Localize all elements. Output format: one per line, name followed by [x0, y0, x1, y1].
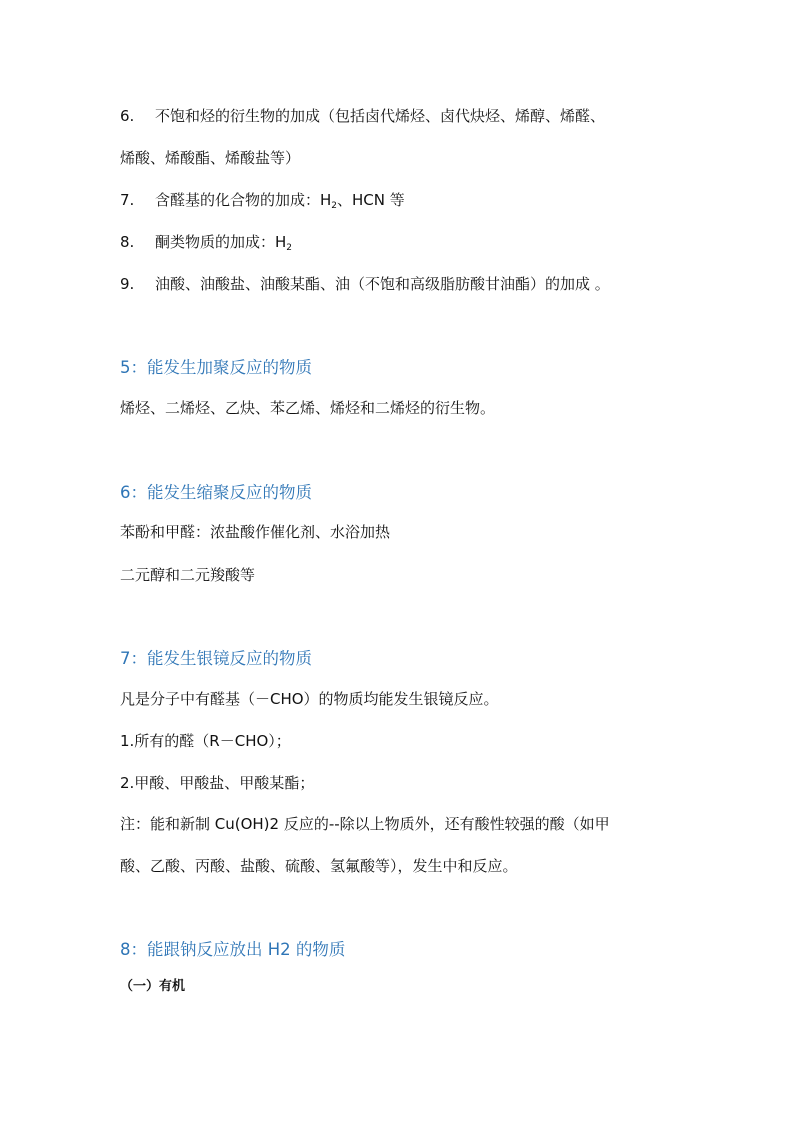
paragraph: 酸、乙酸、丙酸、盐酸、硫酸、氢氟酸等），发生中和反应。 [120, 857, 518, 875]
subscript: 2 [286, 243, 293, 253]
item-number: 7. [120, 191, 135, 209]
paragraph: 1.所有的醛（R－CHO）； [120, 732, 291, 750]
paragraph: 苯酚和甲醛：浓盐酸作催化剂、水浴加热 [120, 523, 391, 541]
item-number: 8. [120, 233, 135, 251]
item-text: 烯酸、烯酸酯、烯酸盐等） [120, 149, 301, 167]
section-heading: 7：能发生银镜反应的物质 [120, 649, 312, 668]
item-text: 酮类物质的加成：H [155, 233, 287, 251]
sub-heading: （一）有机 [120, 979, 186, 994]
section-heading: 6：能发生缩聚反应的物质 [120, 483, 312, 502]
paragraph: 注：能和新制 Cu(OH)2 反应的--除以上物质外，还有酸性较强的酸（如甲 [120, 815, 610, 833]
section-heading: 5：能发生加聚反应的物质 [120, 358, 312, 377]
item-text: 油酸、油酸盐、油酸某酯、油（不饱和高级脂肪酸甘油酯）的加成 。 [155, 275, 610, 293]
paragraph: 凡是分子中有醛基（－CHO）的物质均能发生银镜反应。 [120, 690, 499, 708]
list-item [120, 190, 405, 216]
item-text: 不饱和烃的衍生物的加成（包括卤代烯烃、卤代炔烃、烯醇、烯醛、 [155, 107, 606, 125]
paragraph: 烯烃、二烯烃、乙炔、苯乙烯、烯烃和二烯烃的衍生物。 [120, 399, 496, 417]
item-number: 9. [120, 275, 135, 293]
list-item [120, 274, 610, 294]
paragraph: 2.甲酸、甲酸盐、甲酸某酯； [120, 774, 315, 792]
item-text: 、HCN 等 [337, 191, 405, 209]
subscript: 2 [331, 201, 338, 211]
item-text: 含醛基的化合物的加成：H [155, 191, 332, 209]
list-item [120, 232, 292, 258]
list-item [120, 106, 605, 126]
paragraph: 二元醇和二元羧酸等 [120, 566, 256, 584]
section-heading: 8：能跟钠反应放出 H2 的物质 [120, 940, 346, 959]
list-item-continuation [120, 148, 300, 168]
item-number: 6. [120, 107, 135, 125]
